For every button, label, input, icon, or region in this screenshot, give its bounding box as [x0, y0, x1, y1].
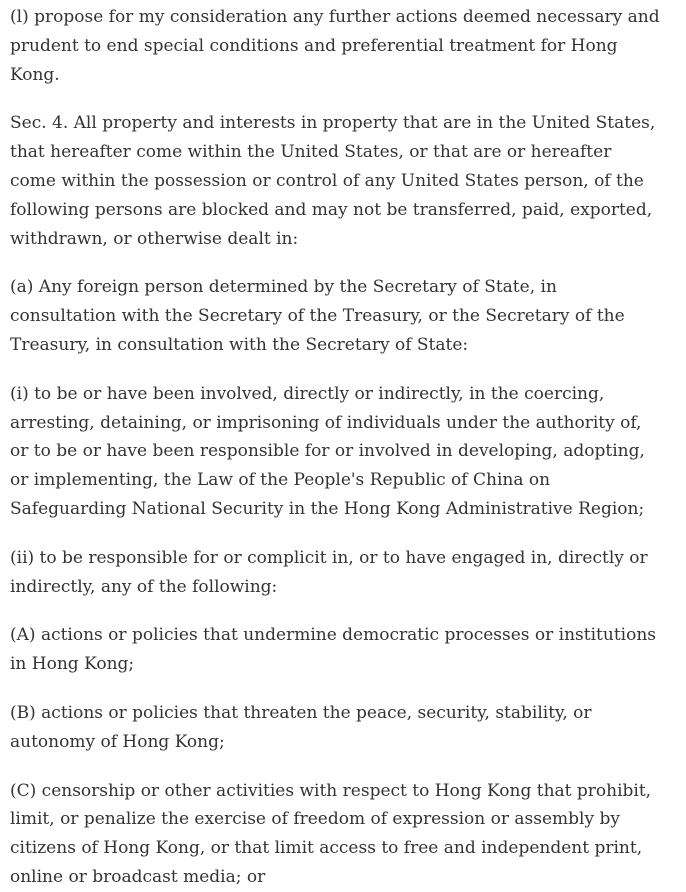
- paragraph: (ii) to be responsible for or complicit in, or to have engaged in, directly or indirectly, any of the following:: [10, 547, 648, 597]
- paragraph: (a) Any foreign person determined by the Secretary of State, in consultation with the Secretary of the Treasury, or the Secretary of the Treasury, in consultation with the Secretary of State:: [10, 277, 625, 355]
- paragraph: (l) propose for my consideration any further actions deemed necessary and prudent to end special conditions and preferential treatment for Hong Kong.: [10, 7, 660, 85]
- paragraph: Sec. 4. All property and interests in property that are in the United States, that hereafter come within the United States, or that are or hereafter come within the possession or control of any United States person, of the following persons are blocked and may not be transferred, paid, exported, withdrawn, or otherwise dealt in:: [10, 113, 656, 249]
- paragraph: (A) actions or policies that undermine democratic processes or institutions in Hong Kong;: [10, 625, 657, 675]
- paragraph: (B) actions or policies that threaten the peace, security, stability, or autonomy of Hong Kong;: [10, 702, 592, 752]
- paragraph: (i) to be or have been involved, directly or indirectly, in the coercing, arresting, detaining, or imprisoning of individuals under the authority of, or to be or have been responsible for or involved in developing, adopting, or implementing, the Law of the People's Republic of China on Safeguarding National Security in the Hong Kong Administrative Region;: [10, 383, 645, 519]
- paragraph: (C) censorship or other activities with respect to Hong Kong that prohibit, limit, or penalize the exercise of freedom of expression or assembly by citizens of Hong Kong, or that limit access to free and independent print, online or broadcast media; or: [10, 780, 652, 887]
